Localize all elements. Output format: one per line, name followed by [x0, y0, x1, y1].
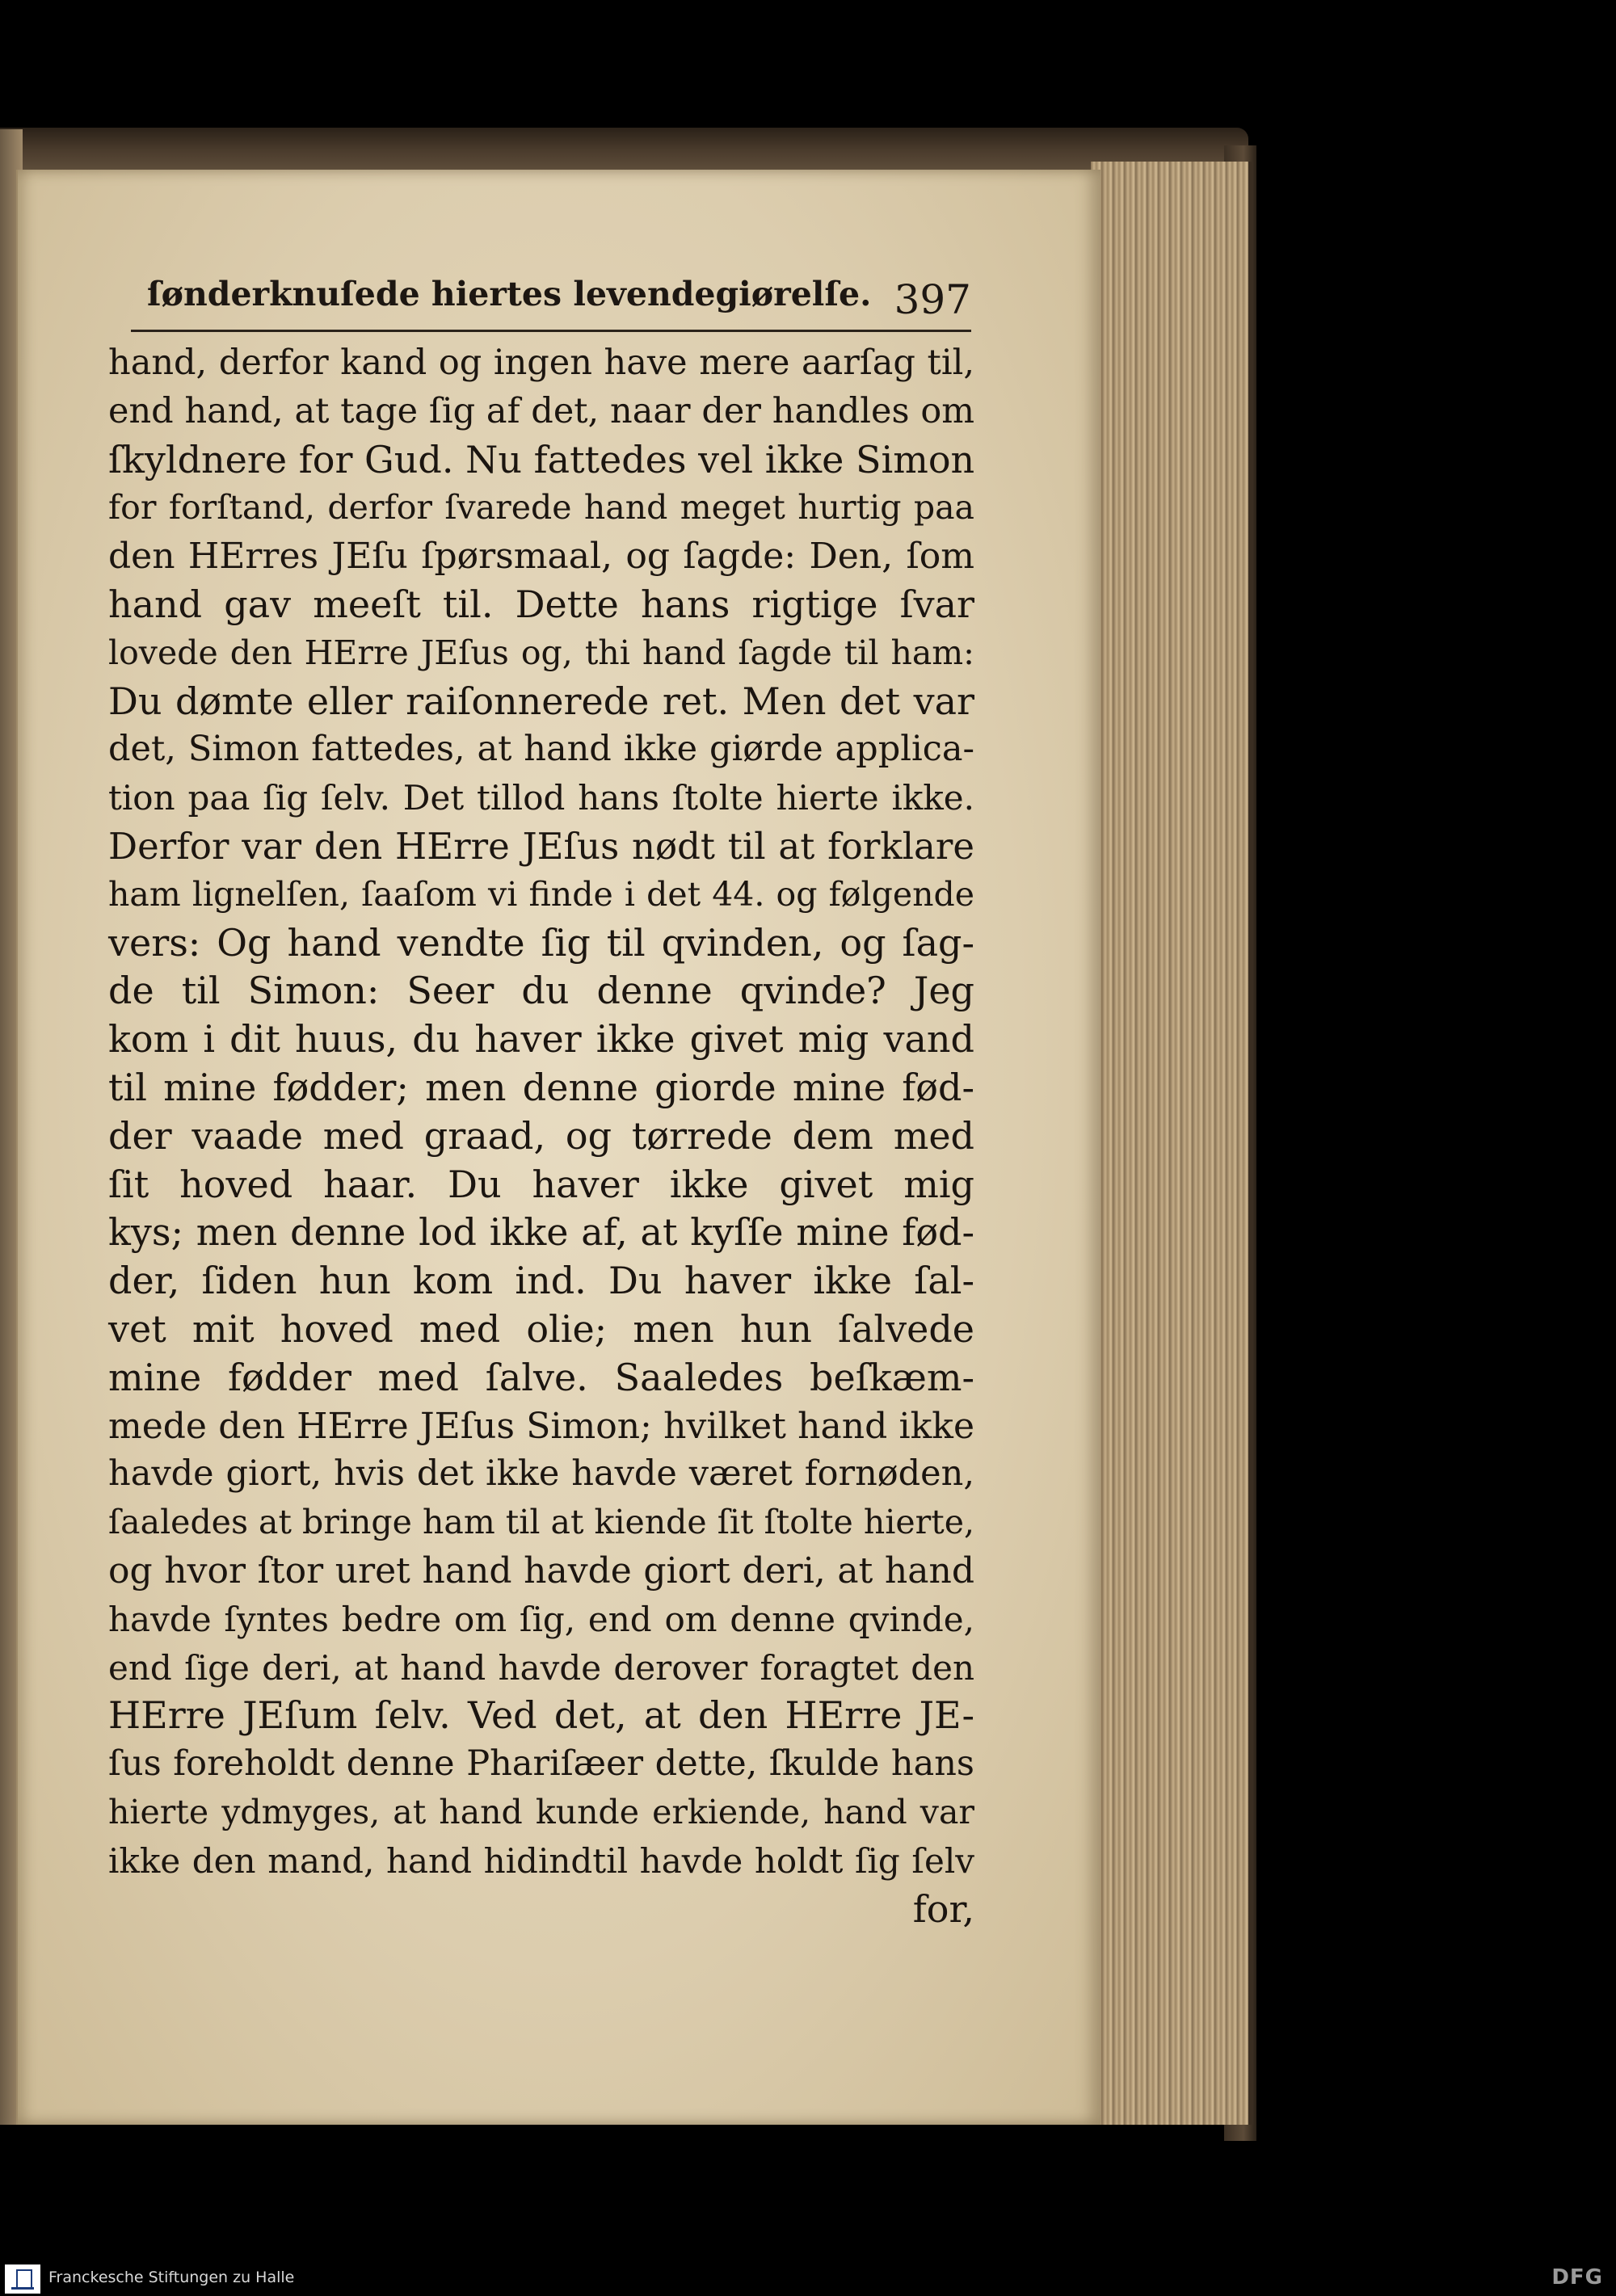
catchword: for,	[912, 1886, 974, 1931]
dfg-logo: DFG	[1551, 2265, 1603, 2290]
text-line: de til Simon: Seer du denne qvinde? Jeg	[108, 969, 974, 1013]
text-line: Du dømte eller raiſonnerede ret. Men det var	[108, 679, 974, 723]
text-line: end ſige deri, at hand havde derover foragtet den	[108, 1647, 974, 1688]
text-line: der, ſiden hun kom ind. Du haver ikke ſal-	[108, 1259, 974, 1303]
page-block-edges	[1091, 162, 1253, 2125]
body-text	[108, 339, 974, 1933]
page-header	[131, 275, 971, 339]
text-line: HErre JEſum ſelv. Ved det, at den HErre JE-	[108, 1693, 974, 1738]
text-line: havde giort, hvis det ikke havde været fornøden,	[108, 1453, 974, 1495]
page-number: 397	[894, 276, 971, 323]
header-rule	[131, 330, 971, 332]
text-line: vet mit hoved med olie; men hun ſalvede	[108, 1306, 974, 1351]
text-line: Derfor var den HErre JEſus nødt til at forklare	[108, 824, 974, 868]
text-line: til mine fødder; men denne giorde mine fød-	[108, 1065, 974, 1109]
text-line: lovede den HErre JEſus og, thi hand ſagde til ham:	[108, 633, 974, 672]
text-line: hand gav meeſt til. Dette hans rigtige ſvar	[108, 582, 974, 626]
text-line: mede den HErre JEſus Simon; hvilket hand ikke	[108, 1405, 974, 1447]
text-line: kom i dit huus, du haver ikke givet mig vand	[108, 1017, 974, 1062]
footer-bar	[0, 2262, 1616, 2296]
text-line: kys; men denne lod ikke af, at kyſſe mine fød-	[108, 1210, 974, 1255]
text-line: ſkyldnere for Gud. Nu fattedes vel ikke Simon	[108, 437, 975, 481]
footer-institution: Franckesche Stiftungen zu Halle	[48, 2269, 295, 2286]
text-line: ikke den mand, hand hidindtil havde holdt ſig ſelv	[108, 1840, 974, 1881]
text-line: ſus foreholdt denne Phariſæer dette, ſkulde hans	[108, 1743, 974, 1785]
running-head: ſønderknuſede hiertes levendegiørelſe.	[147, 275, 872, 313]
book-page	[16, 170, 1100, 2125]
text-line: ſit hoved haar. Du haver ikke givet mig	[108, 1162, 974, 1206]
text-line: end hand, at tage ſig af det, naar der handles om	[108, 390, 974, 431]
text-line: for forſtand, derfor ſvarede hand meget hurtig paa	[108, 488, 974, 528]
text-line: mine fødder med ſalve. Saaledes beſkæm-	[108, 1355, 974, 1399]
text-line: der vaade med graad, og tørrede dem med	[108, 1113, 974, 1158]
text-line: ſaaledes at bringe ham til at kiende ſit ſtolte hierte,	[108, 1503, 974, 1542]
text-line: det, Simon fattedes, at hand ikke giørde applica-	[108, 729, 974, 770]
text-line: ham lignelſen, ſaaſom vi finde i det 44. og følgende	[108, 874, 974, 914]
text-line: og hvor ſtor uret hand havde giort deri, at hand	[108, 1550, 974, 1592]
text-line: hierte ydmyges, at hand kunde erkiende, hand var	[108, 1792, 974, 1831]
text-line: hand, derfor kand og ingen have mere aarſag til,	[108, 343, 974, 383]
text-line: havde ſyntes bedre om ſig, end om denne qvinde,	[108, 1599, 974, 1639]
text-line: den HErres JEſu ſpørsmaal, og ſagde: Den, ſom	[108, 536, 974, 578]
institution-logo-icon	[5, 2264, 40, 2294]
text-line: vers: Og hand vendte ſig til qvinden, og ſag-	[108, 920, 974, 965]
text-line: tion paa ſig ſelv. Det tillod hans ſtolte hierte ikke.	[108, 778, 974, 818]
